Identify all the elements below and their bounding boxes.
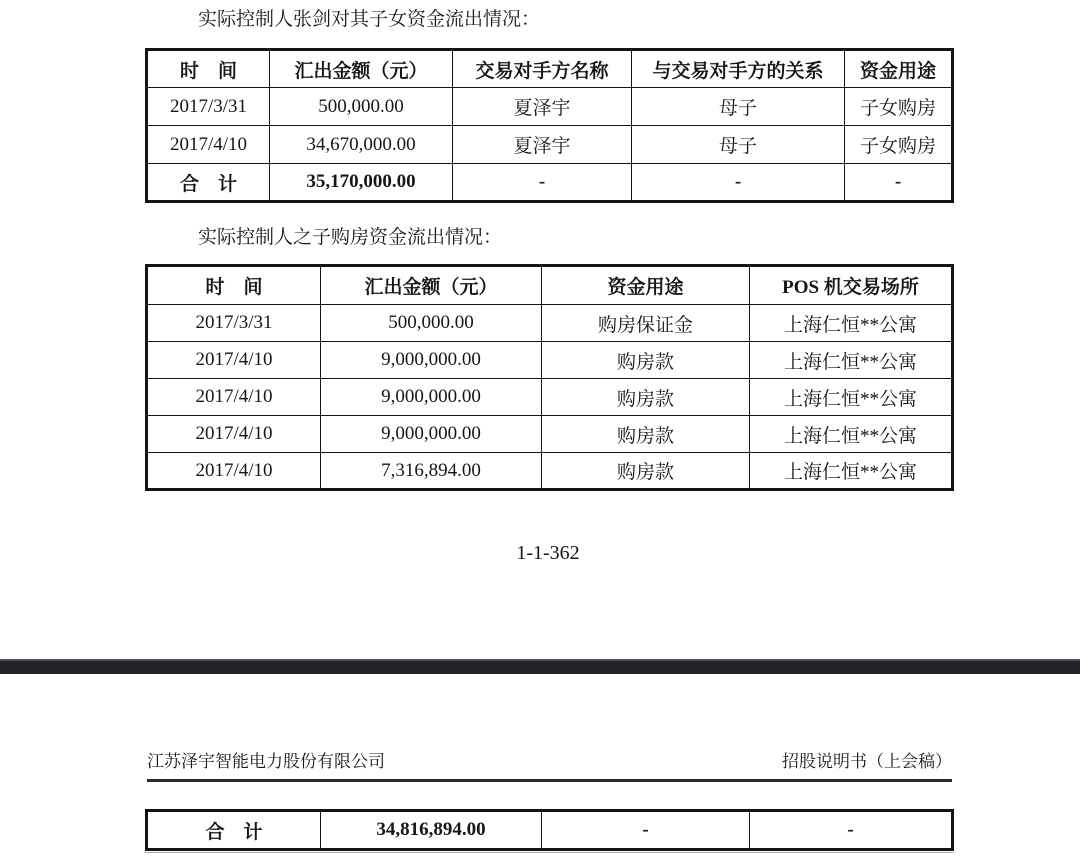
amount-cell: 500,000.00 — [270, 88, 453, 126]
purpose-cell: 购房款 — [542, 453, 750, 490]
column-header-purpose: 资金用途 — [542, 266, 750, 305]
column-header-time: 时 间 — [147, 50, 270, 88]
column-header-pos-location: POS 机交易场所 — [750, 266, 953, 305]
total-amount-cell: 34,816,894.00 — [321, 811, 542, 850]
date-cell: 2017/3/31 — [147, 88, 270, 126]
table-row — [147, 379, 953, 416]
amount-cell: 9,000,000.00 — [321, 379, 542, 416]
document-type-label: 招股说明书（上会稿） — [782, 752, 952, 771]
purpose-cell: 购房保证金 — [542, 305, 750, 342]
date-cell: 2017/3/31 — [147, 305, 321, 342]
column-header-amount: 汇出金额（元） — [270, 50, 453, 88]
relationship-cell: 母子 — [632, 88, 845, 126]
purpose-cell: 子女购房 — [845, 88, 953, 126]
house-purchase-total-table — [145, 809, 954, 851]
page-number: 1-1-362 — [516, 542, 580, 564]
pos-location-cell: 上海仁恒**公寓 — [750, 305, 953, 342]
table-row — [147, 416, 953, 453]
next-row-hairline — [145, 852, 953, 853]
relationship-cell: 母子 — [632, 126, 845, 164]
total-row — [147, 811, 953, 850]
column-header-amount: 汇出金额（元） — [321, 266, 542, 305]
dash-cell: - — [750, 811, 953, 850]
pos-location-cell: 上海仁恒**公寓 — [750, 342, 953, 379]
pos-location-cell: 上海仁恒**公寓 — [750, 416, 953, 453]
dash-cell: - — [632, 164, 845, 202]
date-cell: 2017/4/10 — [147, 379, 321, 416]
purpose-cell: 购房款 — [542, 379, 750, 416]
dash-cell: - — [845, 164, 953, 202]
column-header-time: 时 间 — [147, 266, 321, 305]
table-row — [147, 453, 953, 490]
total-label-cell: 合 计 — [147, 164, 270, 202]
column-header-relationship: 与交易对手方的关系 — [632, 50, 845, 88]
section-title-children-outflow: 实际控制人张剑对其子女资金流出情况： — [198, 9, 541, 30]
pos-location-cell: 上海仁恒**公寓 — [750, 453, 953, 490]
total-amount-cell: 35,170,000.00 — [270, 164, 453, 202]
counterparty-cell: 夏泽宇 — [453, 88, 632, 126]
amount-cell: 9,000,000.00 — [321, 416, 542, 453]
dash-cell: - — [542, 811, 750, 850]
purpose-cell: 子女购房 — [845, 126, 953, 164]
total-row — [147, 164, 953, 202]
date-cell: 2017/4/10 — [147, 416, 321, 453]
column-header-purpose: 资金用途 — [845, 50, 953, 88]
table-row — [147, 126, 953, 164]
table-row — [147, 342, 953, 379]
counterparty-cell: 夏泽宇 — [453, 126, 632, 164]
purpose-cell: 购房款 — [542, 342, 750, 379]
table-header-row — [147, 266, 953, 305]
company-name: 江苏泽宇智能电力股份有限公司 — [147, 752, 385, 771]
table-row — [147, 305, 953, 342]
dash-cell: - — [453, 164, 632, 202]
date-cell: 2017/4/10 — [147, 342, 321, 379]
page-separator-bar — [0, 659, 1080, 674]
date-cell: 2017/4/10 — [147, 453, 321, 490]
section-title-son-house-purchase: 实际控制人之子购房资金流出情况： — [198, 227, 503, 248]
amount-cell: 500,000.00 — [321, 305, 542, 342]
table-header-row — [147, 50, 953, 88]
header-rule — [147, 779, 952, 782]
house-purchase-outflow-table — [145, 264, 954, 491]
amount-cell: 9,000,000.00 — [321, 342, 542, 379]
total-label-cell: 合 计 — [147, 811, 321, 850]
pos-location-cell: 上海仁恒**公寓 — [750, 379, 953, 416]
amount-cell: 7,316,894.00 — [321, 453, 542, 490]
purpose-cell: 购房款 — [542, 416, 750, 453]
column-header-counterparty: 交易对手方名称 — [453, 50, 632, 88]
page-2-running-header — [147, 752, 952, 772]
children-fund-outflow-table — [145, 48, 954, 203]
table-row — [147, 88, 953, 126]
amount-cell: 34,670,000.00 — [270, 126, 453, 164]
date-cell: 2017/4/10 — [147, 126, 270, 164]
